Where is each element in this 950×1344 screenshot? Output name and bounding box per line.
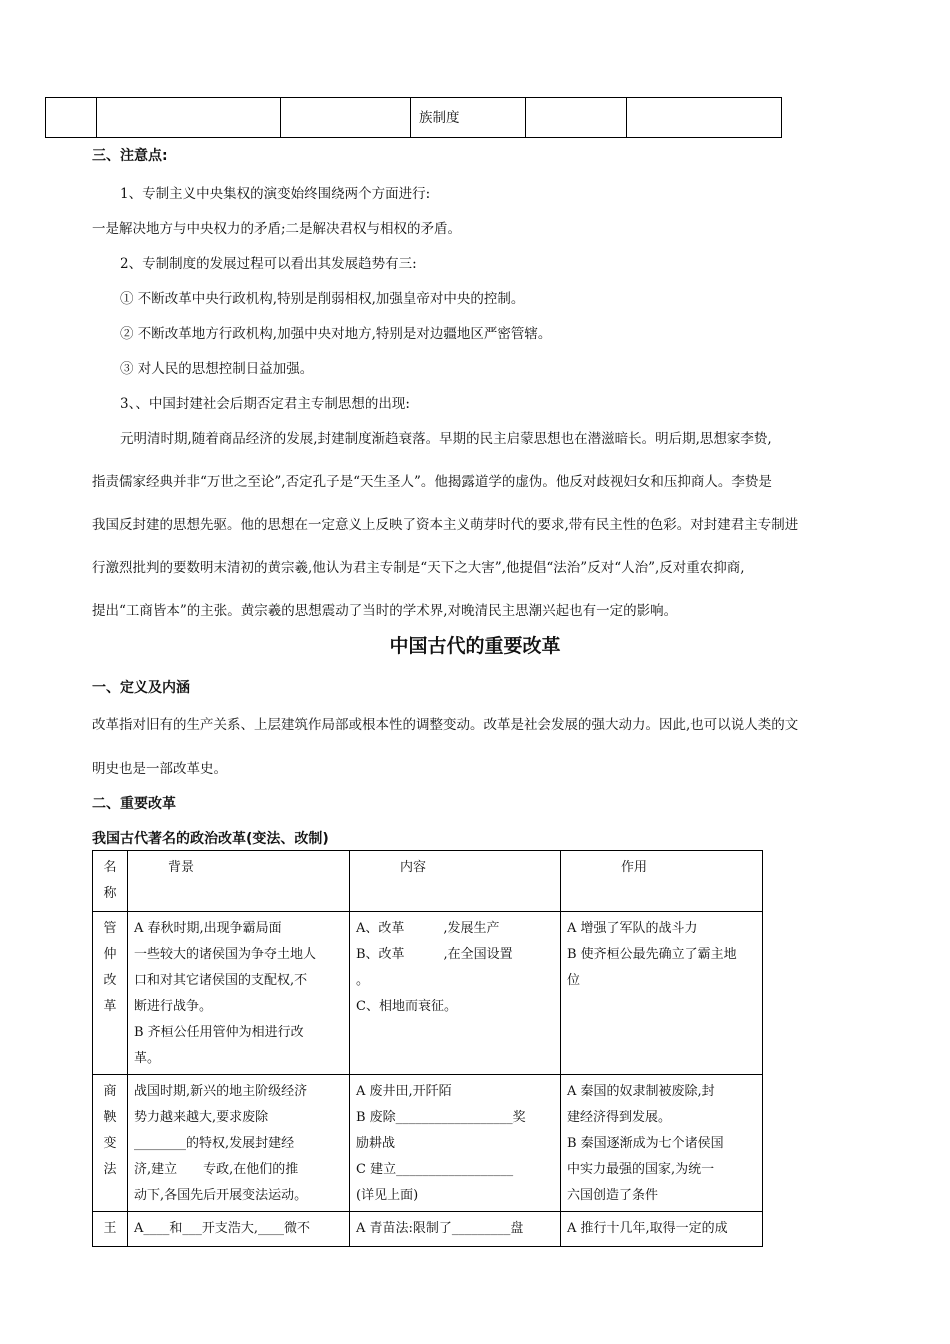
cell-line: 济,建立 专政,在他们的推 — [134, 1162, 299, 1177]
cell-line: 一些较大的诸侯国为争夺土地人 — [134, 947, 317, 962]
long-paragraph-line: 提出“工商皆本”的主张。黄宗羲的思想震动了当时的学术界,对晚清民主思潮兴起也有一定的影响。 — [92, 603, 678, 619]
cell-line: 法 — [103, 1162, 117, 1177]
cell-line: B 秦国逐渐成为七个诸侯国 — [567, 1136, 724, 1151]
cell-line: A 推行十几年,取得一定的成 — [567, 1221, 728, 1236]
cell-line: A、改革 ,发展生产 — [356, 921, 500, 936]
section3-p6: ③ 对人民的思想控制日益加强。 — [120, 361, 314, 377]
reform-background — [128, 1212, 350, 1247]
long-paragraph-line: 我国反封建的思想先驱。他的思想在一定意义上反映了资本主义萌芽时代的要求,带有民主性的色彩。对封建君主专制进 — [92, 517, 799, 533]
top-table-cell — [97, 98, 281, 138]
definition-line: 明史也是一部改革史。 — [92, 761, 227, 777]
cell-line: 势力越来越大,要求废除 — [134, 1110, 269, 1125]
reforms-heading: 二、重要改革 — [92, 796, 176, 812]
reform-table — [92, 850, 763, 1247]
long-paragraph-line: 元明清时期,随着商品经济的发展,封建制度渐趋衰落。早期的民主启蒙思想也在潜滋暗长。明后期,思想家李贽, — [120, 431, 772, 447]
cell-line: 中实力最强的国家,为统一 — [567, 1162, 715, 1177]
cell-line: 励耕战 — [356, 1136, 396, 1151]
cell-line: A 增强了军队的战斗力 — [567, 921, 698, 936]
reform-background — [128, 912, 350, 1075]
section3-p7: 3、、中国封建社会后期否定君主专制思想的出现: — [120, 396, 410, 412]
header-background: 背景 — [128, 851, 350, 912]
cell-line: 六国创造了条件 — [567, 1188, 659, 1203]
cell-line: 口和对其它诸侯国的支配权,不 — [134, 973, 308, 988]
header-content: 内容 — [350, 851, 561, 912]
cell-line: 名 — [103, 860, 117, 875]
table-row — [93, 1075, 763, 1212]
cell-line: 仲 — [103, 947, 117, 962]
section3-p1: 1、专制主义中央集权的演变始终围绕两个方面进行: — [120, 186, 431, 202]
cell-line: 改 — [103, 973, 117, 988]
reform-name — [93, 1075, 128, 1212]
page-title: 中国古代的重要改革 — [389, 635, 561, 657]
cell-line: B 齐桓公任用管仲为相进行改 — [134, 1025, 304, 1040]
cell-line: C、相地而衰征。 — [356, 999, 457, 1014]
cell-line: A 废井田,开阡陌 — [356, 1084, 452, 1099]
reform-background — [128, 1075, 350, 1212]
long-paragraph-line: 指责儒家经典并非“万世之至论”,否定孔子是“天生圣人”。他揭露道学的虚伪。他反对歧视妇女和压抑商人。李贽是 — [92, 474, 772, 490]
top-table-cell — [627, 98, 782, 138]
cell-line: A 青苗法:限制了_________盘 — [356, 1221, 524, 1236]
cell-line: B 使齐桓公最先确立了霸主地 — [567, 947, 737, 962]
cell-line: B 废除__________________奖 — [356, 1110, 526, 1125]
cell-line: 革 — [103, 999, 117, 1014]
cell-line: 建经济得到发展。 — [567, 1110, 672, 1125]
definition-line: 改革指对旧有的生产关系、上层建筑作局部或根本性的调整变动。改革是社会发展的强大动力。因此,也可以说人类的文 — [92, 717, 799, 733]
cell-line: 革。 — [134, 1051, 161, 1066]
table-row — [93, 1212, 763, 1247]
top-table-cell — [411, 98, 526, 138]
table-row — [93, 912, 763, 1075]
cell-line: 王 — [103, 1221, 117, 1236]
reform-effect — [561, 1212, 763, 1247]
top-table-cell — [281, 98, 411, 138]
cell-line: 位 — [567, 973, 581, 988]
cell-line: A____和___开支浩大,____微不 — [134, 1221, 311, 1236]
reform-name — [93, 1212, 128, 1247]
section3-p3: 2、专制制度的发展过程可以看出其发展趋势有三: — [120, 256, 417, 272]
cell-line: 商 — [103, 1084, 117, 1099]
cell-line: ________的特权,发展封建经 — [134, 1136, 295, 1151]
top-table — [45, 97, 782, 138]
cell-line: (详见上面) — [356, 1188, 419, 1203]
cell-line: 。 — [356, 973, 370, 988]
table-header-row — [93, 851, 763, 912]
cell-line: 断进行战争。 — [134, 999, 213, 1014]
cell-line: 称 — [103, 886, 117, 901]
long-paragraph-line: 行激烈批判的要数明末清初的黄宗羲,他认为君主专制是“天下之大害”,他提倡“法治”反对“人治”,反对重农抑商, — [92, 560, 745, 576]
cell-line: 变 — [103, 1136, 117, 1151]
section3-p5: ② 不断改革地方行政机构,加强中央对地方,特别是对边疆地区严密管辖。 — [120, 326, 552, 342]
cell-line: 管 — [103, 921, 117, 936]
reform-content — [350, 1212, 561, 1247]
top-table-cell — [526, 98, 627, 138]
cell-line: A 秦国的奴隶制被废除,封 — [567, 1084, 715, 1099]
cell-line: A 春秋时期,出现争霸局面 — [134, 921, 282, 936]
header-effect: 作用 — [561, 851, 763, 912]
cell-line: B、改革 ,在全国设置 — [356, 947, 513, 962]
cell-line: C 建立__________________ — [356, 1162, 514, 1177]
reform-name — [93, 912, 128, 1075]
section3-heading: 三、注意点: — [92, 148, 168, 164]
reform-effect — [561, 1075, 763, 1212]
cell-line: 动下,各国先后开展变法运动。 — [134, 1188, 308, 1203]
section3-p4: ① 不断改革中央行政机构,特别是削弱相权,加强皇帝对中央的控制。 — [120, 291, 525, 307]
cell-line: 战国时期,新兴的地主阶级经济 — [134, 1084, 308, 1099]
reform-effect — [561, 912, 763, 1075]
top-table-text: 族制度 — [419, 110, 460, 126]
section3-p2: 一是解决地方与中央权力的矛盾;二是解决君权与相权的矛盾。 — [92, 221, 462, 237]
reform-content — [350, 912, 561, 1075]
header-name — [93, 851, 128, 912]
cell-line: 鞅 — [103, 1110, 117, 1125]
table-title: 我国古代著名的政治改革(变法、改制) — [92, 831, 329, 847]
definition-heading: 一、定义及内涵 — [92, 680, 190, 696]
reform-content — [350, 1075, 561, 1212]
top-table-cell — [46, 98, 97, 138]
